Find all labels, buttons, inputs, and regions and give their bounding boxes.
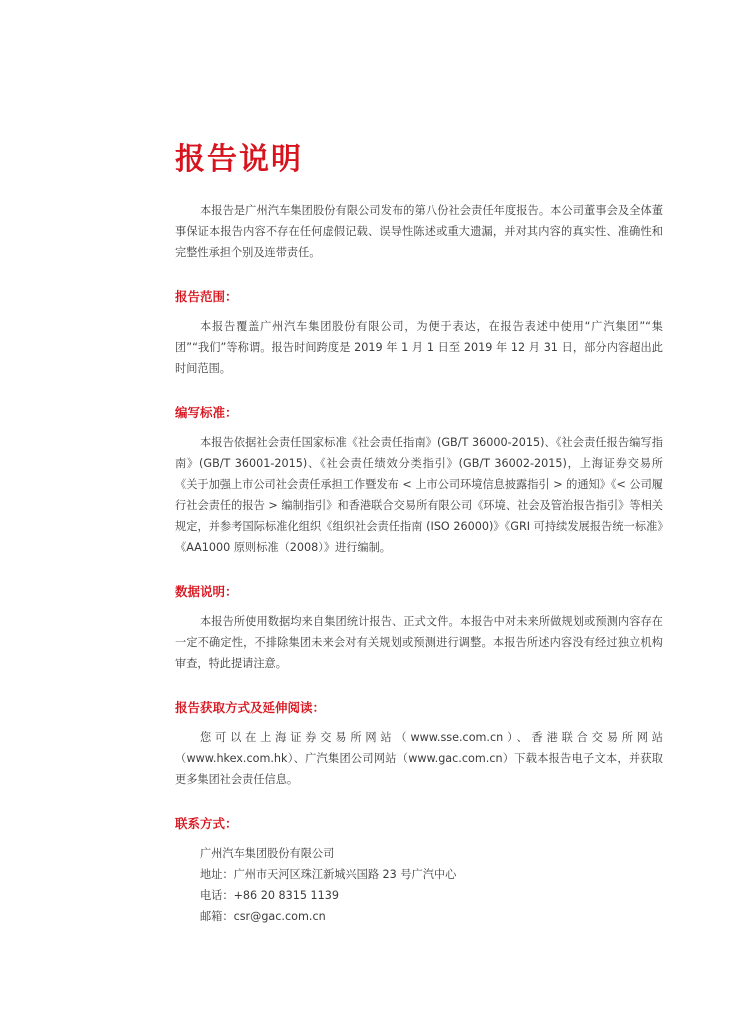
standards-heading: 编写标准：: [175, 405, 238, 420]
scope-paragraph: 本报告覆盖广州汽车集团股份有限公司，为便于表达，在报告表述中使用“广汽集团”“集团”“我们”等称谓。报告时间跨度是 2019 年 1 月 1 日至 2019 年 12 月 31 日，部分内容超出此时间范围。: [175, 320, 663, 375]
contact-company: 广州汽车集团股份有限公司: [200, 847, 335, 860]
report-content: [175, 200, 663, 927]
contact-list: [175, 843, 663, 927]
contact-heading: 联系方式：: [175, 816, 238, 831]
access-paragraph: 您可以在上海证券交易所网站（www.sse.com.cn）、香港联合交易所网站（www.hkex.com.hk）、广汽集团公司网站（www.gac.com.cn）下载本报告电子文本，并获取更多集团社会责任信息。: [175, 731, 663, 786]
page-title: 报告说明: [175, 142, 303, 177]
scope-heading: 报告范围：: [175, 289, 238, 304]
contact-address: 地址：广州市天河区珠江新城兴国路 23 号广汽中心: [200, 868, 457, 881]
data-note-paragraph: 本报告所使用数据均来自集团统计报告、正式文件。本报告中对未来所做规划或预测内容存在一定不确定性，不排除集团未来会对有关规划或预测进行调整。本报告所述内容没有经过独立机构审查，特此提请注意。: [175, 615, 663, 670]
standards-paragraph: 本报告依据社会责任国家标准《社会责任指南》(GB/T 36000-2015)、《社会责任报告编写指南》(GB/T 36001-2015)、《社会责任绩效分类指引》(GB/T 36002-2015)，上海证券交易所《关于加强上市公司社会责任承担工作暨发布 < 上市公司环境信息披露指引 > 的通知》《< 公司履行社会责任的报告 > 编制指引》和香港联合交易所有限公司《环境、社会及管治报告指引》等相关规定，并参考国际标准化组织《组织社会责任指南 (ISO 26000)》《GRI 可持续发展报告统一标准》《AA1000 原则标准（2008）》进行编制。: [175, 436, 663, 554]
access-heading: 报告获取方式及延伸阅读：: [175, 700, 326, 715]
intro-paragraph: 本报告是广州汽车集团股份有限公司发布的第八份社会责任年度报告。本公司董事会及全体董事保证本报告内容不存在任何虚假记载、误导性陈述或重大遗漏，并对其内容的真实性、准确性和完整性承担个别及连带责任。: [175, 204, 663, 259]
contact-email: 邮箱：csr@gac.com.cn: [200, 910, 326, 923]
contact-phone: 电话：+86 20 8315 1139: [200, 889, 340, 902]
data-note-heading: 数据说明：: [175, 584, 238, 599]
